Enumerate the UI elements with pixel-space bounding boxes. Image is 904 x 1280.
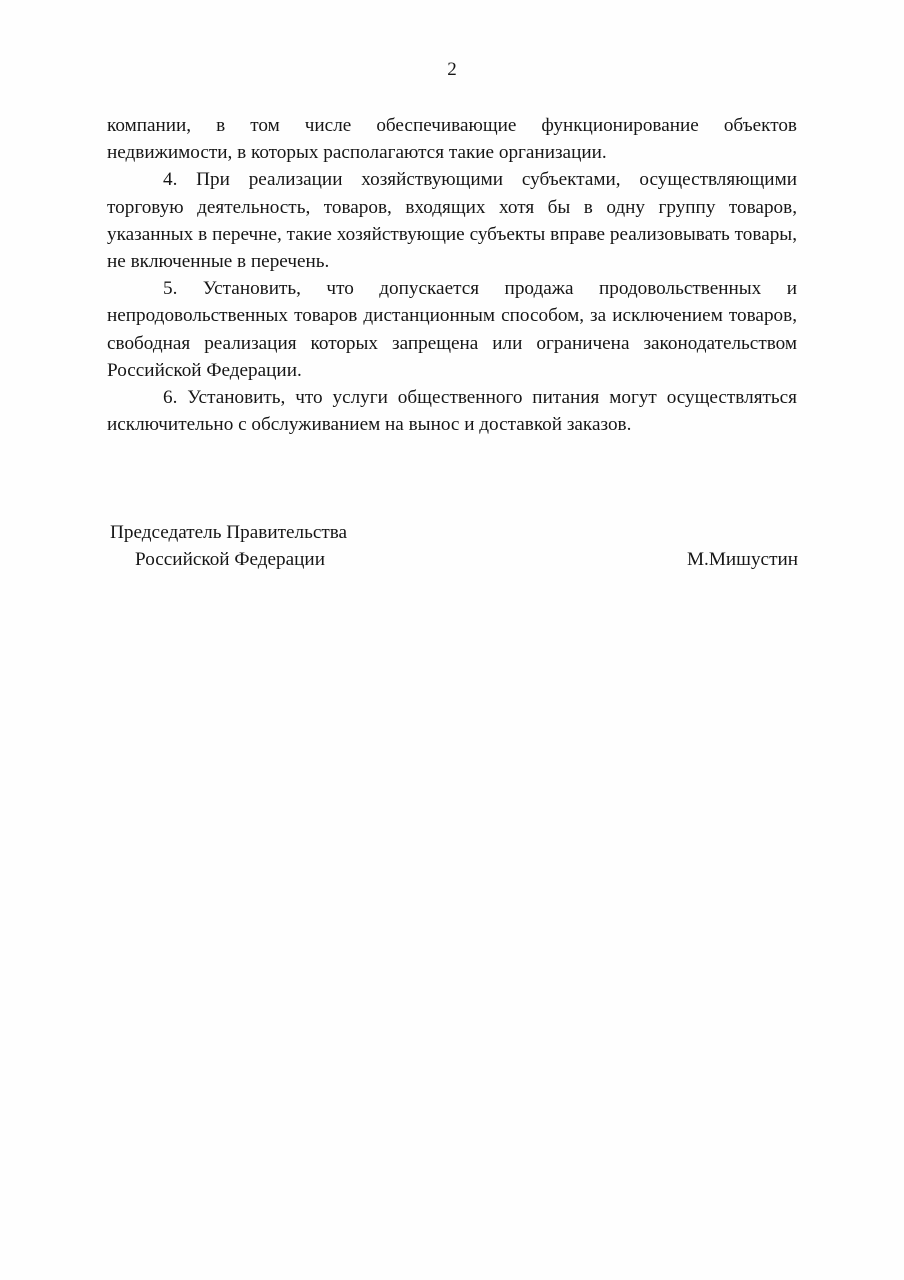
signature-block	[110, 519, 798, 573]
paragraph-4: 4. При реализации хозяйствующими субъектами, осуществляющими торговую деятельность, товаров, входящих хотя бы в одну группу товаров, указанных в перечне, такие хозяйствующие субъекты вправе реализовывать товары, не включенные в перечень.	[107, 169, 797, 273]
signatory-title-line2: Российской Федерации	[135, 549, 325, 570]
paragraph-5: 5. Установить, что допускается продажа продовольственных и непродовольственных товаров дистанционным способом, за исключением товаров, свободная реализация которых запрещена или ограничена законодательством Российской Федерации.	[107, 278, 797, 381]
paragraph-6: 6. Установить, что услуги общественного питания могут осуществляться исключительно с обслуживанием на вынос и доставкой заказов.	[107, 387, 797, 436]
signature-row	[110, 546, 798, 573]
paragraph-continuation: компании, в том числе обеспечивающие функционирование объектов недвижимости, в которых располагаются такие организации.	[107, 115, 797, 164]
signatory-title-line1: Председатель Правительства	[110, 522, 348, 543]
page-number: 2	[447, 59, 457, 80]
signatory-name: М.Мишустин	[687, 549, 798, 570]
document-body	[107, 112, 797, 438]
